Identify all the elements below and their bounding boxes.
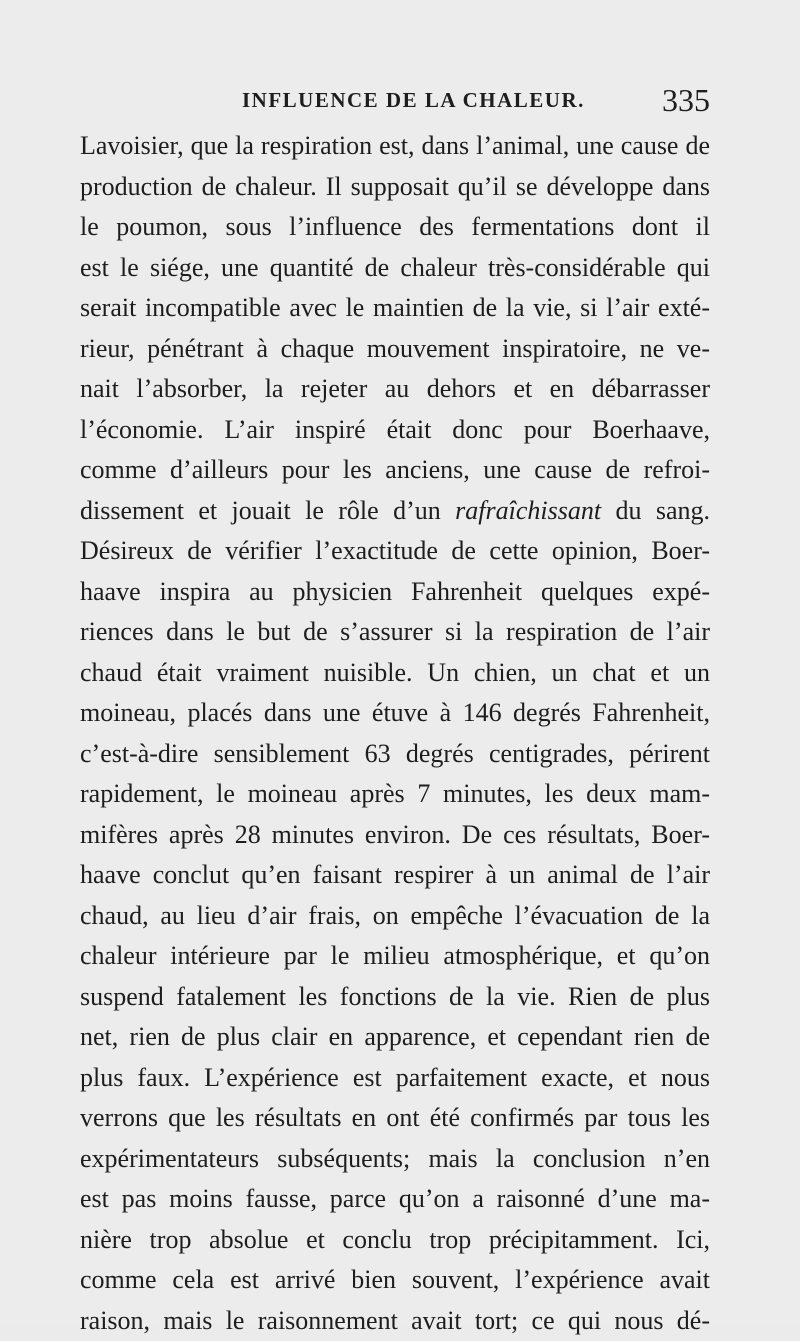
text-line: nière trop absolue et conclu trop précipitamment. Ici, bbox=[80, 1220, 710, 1261]
text-line: nait l’absorber, la rejeter au dehors et en débarrasser bbox=[80, 369, 710, 410]
text-line: production de chaleur. Il supposait qu’il se développe dans bbox=[80, 167, 710, 208]
running-head bbox=[80, 82, 710, 122]
text-line: est pas moins fausse, parce qu’on a raisonné d’une ma- bbox=[80, 1179, 710, 1220]
body-text bbox=[80, 126, 710, 1341]
text-line: raison, mais le raisonnement avait tort; ce qui nous dé- bbox=[80, 1301, 710, 1341]
text-line: suspend fatalement les fonctions de la vie. Rien de plus bbox=[80, 977, 710, 1018]
text-line: c’est-à-dire sensiblement 63 degrés centigrades, périrent bbox=[80, 734, 710, 775]
text-line: comme d’ailleurs pour les anciens, une cause de refroi- bbox=[80, 450, 710, 491]
text-line: haave conclut qu’en faisant respirer à un animal de l’air bbox=[80, 855, 710, 896]
text-line: plus faux. L’expérience est parfaitement exacte, et nous bbox=[80, 1058, 710, 1099]
text-segment: dissement et jouait le rôle d’un bbox=[80, 496, 455, 525]
page-number: 335 bbox=[662, 82, 710, 119]
text-line: Lavoisier, que la respiration est, dans l’animal, une cause de bbox=[80, 126, 710, 167]
text-line: net, rien de plus clair en apparence, et cependant rien de bbox=[80, 1017, 710, 1058]
text-line: riences dans le but de s’assurer si la respiration de l’air bbox=[80, 612, 710, 653]
text-segment: du sang. bbox=[601, 496, 710, 525]
italic-term: rafraîchissant bbox=[455, 496, 601, 525]
text-line: moineau, placés dans une étuve à 146 degrés Fahrenheit, bbox=[80, 693, 710, 734]
text-line bbox=[80, 491, 710, 532]
text-line: haave inspira au physicien Fahrenheit quelques expé- bbox=[80, 572, 710, 613]
running-title: INFLUENCE DE LA CHALEUR. bbox=[242, 88, 585, 113]
text-line: Désireux de vérifier l’exactitude de cette opinion, Boer- bbox=[80, 531, 710, 572]
text-line: mifères après 28 minutes environ. De ces résultats, Boer- bbox=[80, 815, 710, 856]
text-line: chaleur intérieure par le milieu atmosphérique, et qu’on bbox=[80, 936, 710, 977]
text-line: chaud, au lieu d’air frais, on empêche l’évacuation de la bbox=[80, 896, 710, 937]
text-line: rieur, pénétrant à chaque mouvement inspiratoire, ne ve- bbox=[80, 329, 710, 370]
text-line: comme cela est arrivé bien souvent, l’expérience avait bbox=[80, 1260, 710, 1301]
text-line: est le siége, une quantité de chaleur très-considérable qui bbox=[80, 248, 710, 289]
text-line: rapidement, le moineau après 7 minutes, les deux mam- bbox=[80, 774, 710, 815]
text-line: expérimentateurs subséquents; mais la conclusion n’en bbox=[80, 1139, 710, 1180]
text-line: verrons que les résultats en ont été confirmés par tous les bbox=[80, 1098, 710, 1139]
text-line: serait incompatible avec le maintien de la vie, si l’air exté- bbox=[80, 288, 710, 329]
text-line: l’économie. L’air inspiré était donc pour Boerhaave, bbox=[80, 410, 710, 451]
text-line: chaud était vraiment nuisible. Un chien, un chat et un bbox=[80, 653, 710, 694]
text-line: le poumon, sous l’influence des fermentations dont il bbox=[80, 207, 710, 248]
